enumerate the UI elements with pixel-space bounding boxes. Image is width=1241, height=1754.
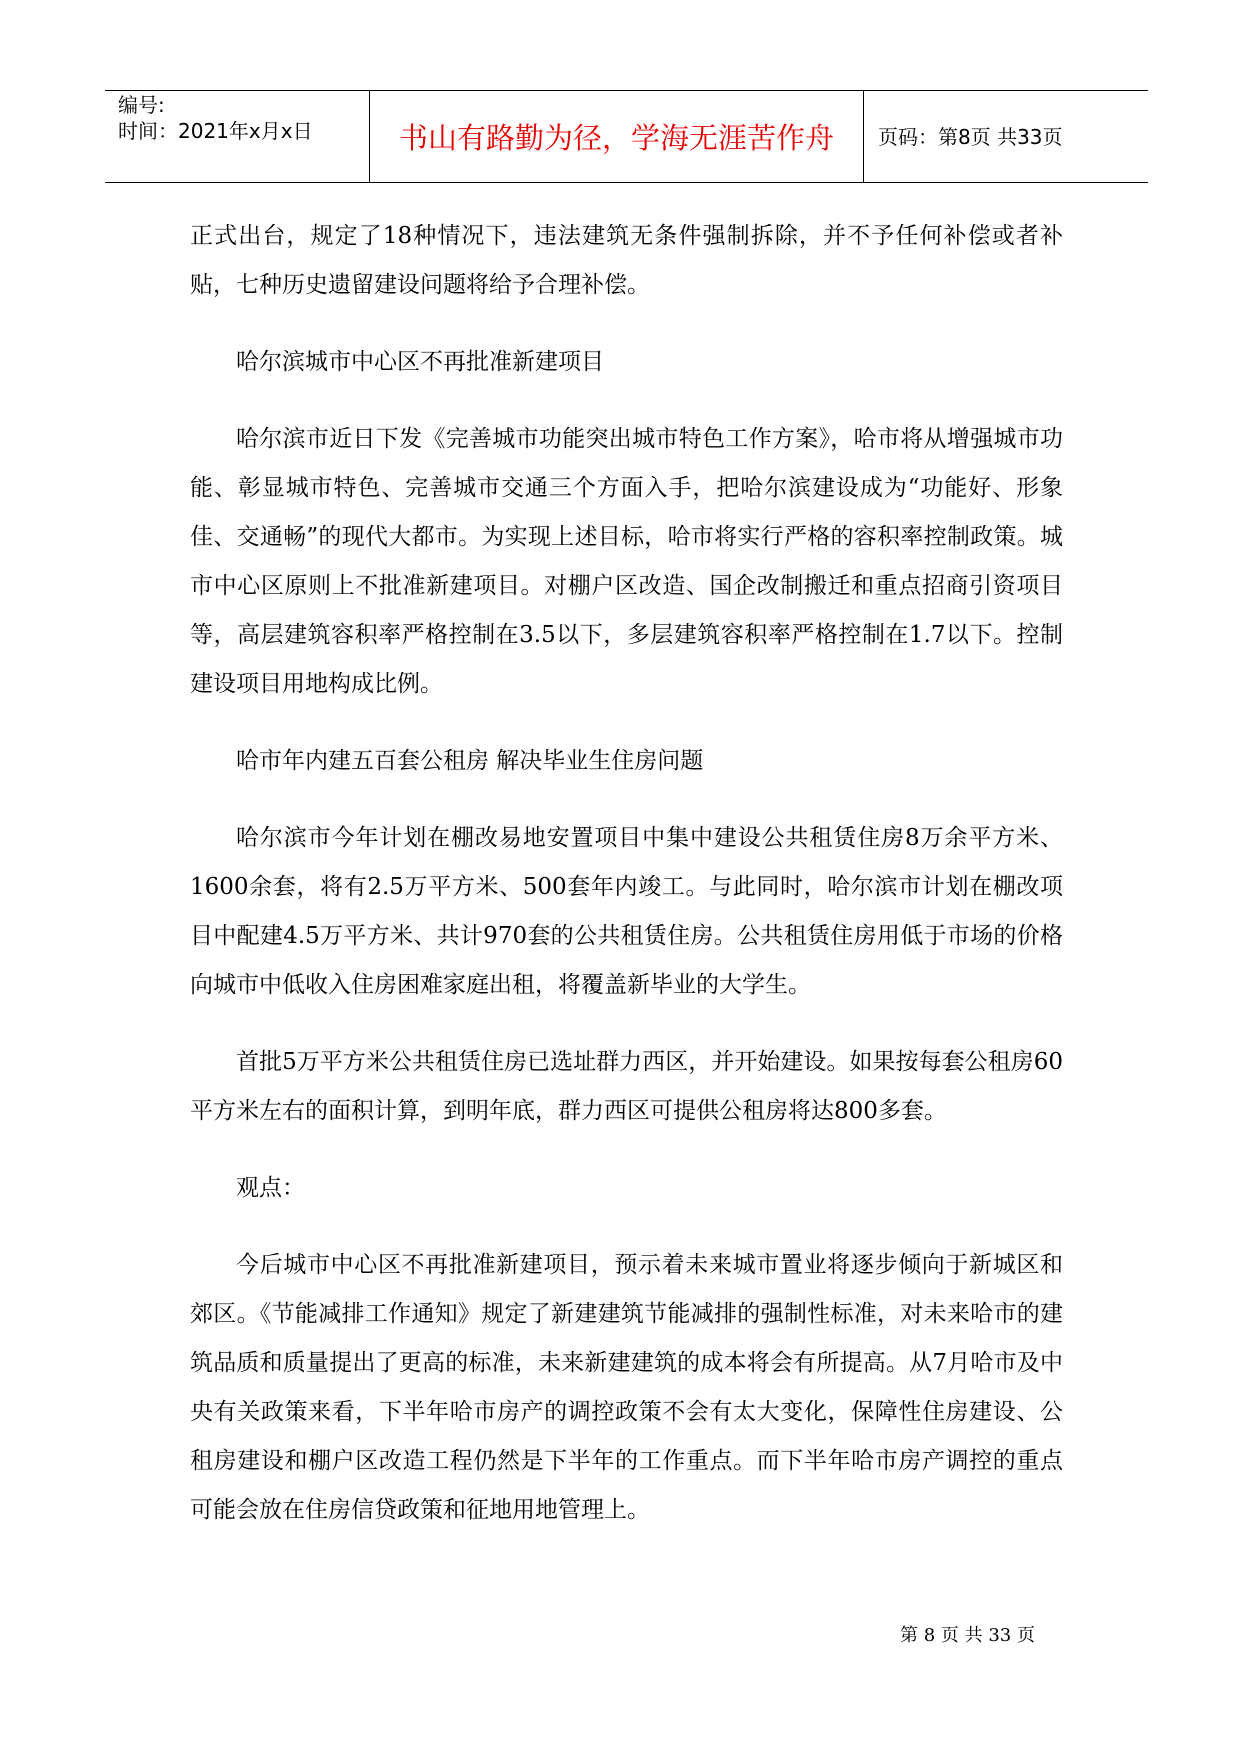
header-motto-cell (370, 91, 864, 182)
page-footer: 第 8 页 共 33 页 (900, 1625, 1035, 1646)
header-page-cell (864, 91, 1148, 182)
header-page-number: 页码：第8页 共33页 (878, 125, 1063, 149)
document-number-label: 编号: (118, 93, 165, 117)
paragraph-public-rental-plan: 哈尔滨市今年计划在棚改易地安置项目中集中建设公共租赁住房8万余平方米、1600余套，将有2.5万平方米、500套年内竣工。与此同时，哈尔滨市计划在棚改项目中配建4.5万平方米、共计970套的公共租赁住房。公共租赁住房用低于市场的价格向城市中低收入住房困难家庭出租，将覆盖新毕业的大学生。 (190, 825, 1063, 998)
header-motto: 书山有路勤为径，学海无涯苦作舟 (398, 121, 834, 155)
document-body (190, 212, 1063, 1535)
paragraph-continuation: 正式出台，规定了18种情况下，违法建筑无条件强制拆除，并不予任何补偿或者补贴，七种历史遗留建设问题将给予合理补偿。 (190, 223, 1063, 298)
document-time-label: 时间：2021年x月x日 (118, 119, 313, 143)
paragraph-viewpoint: 今后城市中心区不再批准新建项目，预示着未来城市置业将逐步倾向于新城区和郊区。《节能减排工作通知》规定了新建建筑节能减排的强制性标准，对未来哈市的建筑品质和质量提出了更高的标准，未来新建建筑的成本将会有所提高。从7月哈市及中央有关政策来看，下半年哈市房产的调控政策不会有太大变化，保障性住房建设、公租房建设和棚户区改造工程仍然是下半年的工作重点。而下半年哈市房产调控的重点可能会放在住房信贷政策和征地用地管理上。 (190, 1252, 1063, 1523)
paragraph-qunli-west: 首批5万平方米公共租赁住房已选址群力西区，并开始建设。如果按每套公租房60平方米左右的面积计算，到明年底，群力西区可提供公租房将达800多套。 (190, 1049, 1063, 1124)
page-header (105, 90, 1148, 183)
paragraph-harbin-plan: 哈尔滨市近日下发《完善城市功能突出城市特色工作方案》，哈市将从增强城市功能、彰显城市特色、完善城市交通三个方面入手，把哈尔滨建设成为“功能好、形象佳、交通畅”的现代大都市。为实现上述目标，哈市将实行严格的容积率控制政策。城市中心区原则上不批准新建项目。对棚户区改造、国企改制搬迁和重点招商引资项目等，高层建筑容积率严格控制在3.5以下，多层建筑容积率严格控制在1.7以下。控制建设项目用地构成比例。 (190, 426, 1063, 697)
section-heading-public-rental: 哈市年内建五百套公租房 解决毕业生住房问题 (236, 748, 704, 774)
section-heading-harbin-center: 哈尔滨城市中心区不再批准新建项目 (236, 349, 604, 375)
header-info-cell (105, 91, 370, 182)
section-heading-viewpoint: 观点： (236, 1175, 305, 1201)
